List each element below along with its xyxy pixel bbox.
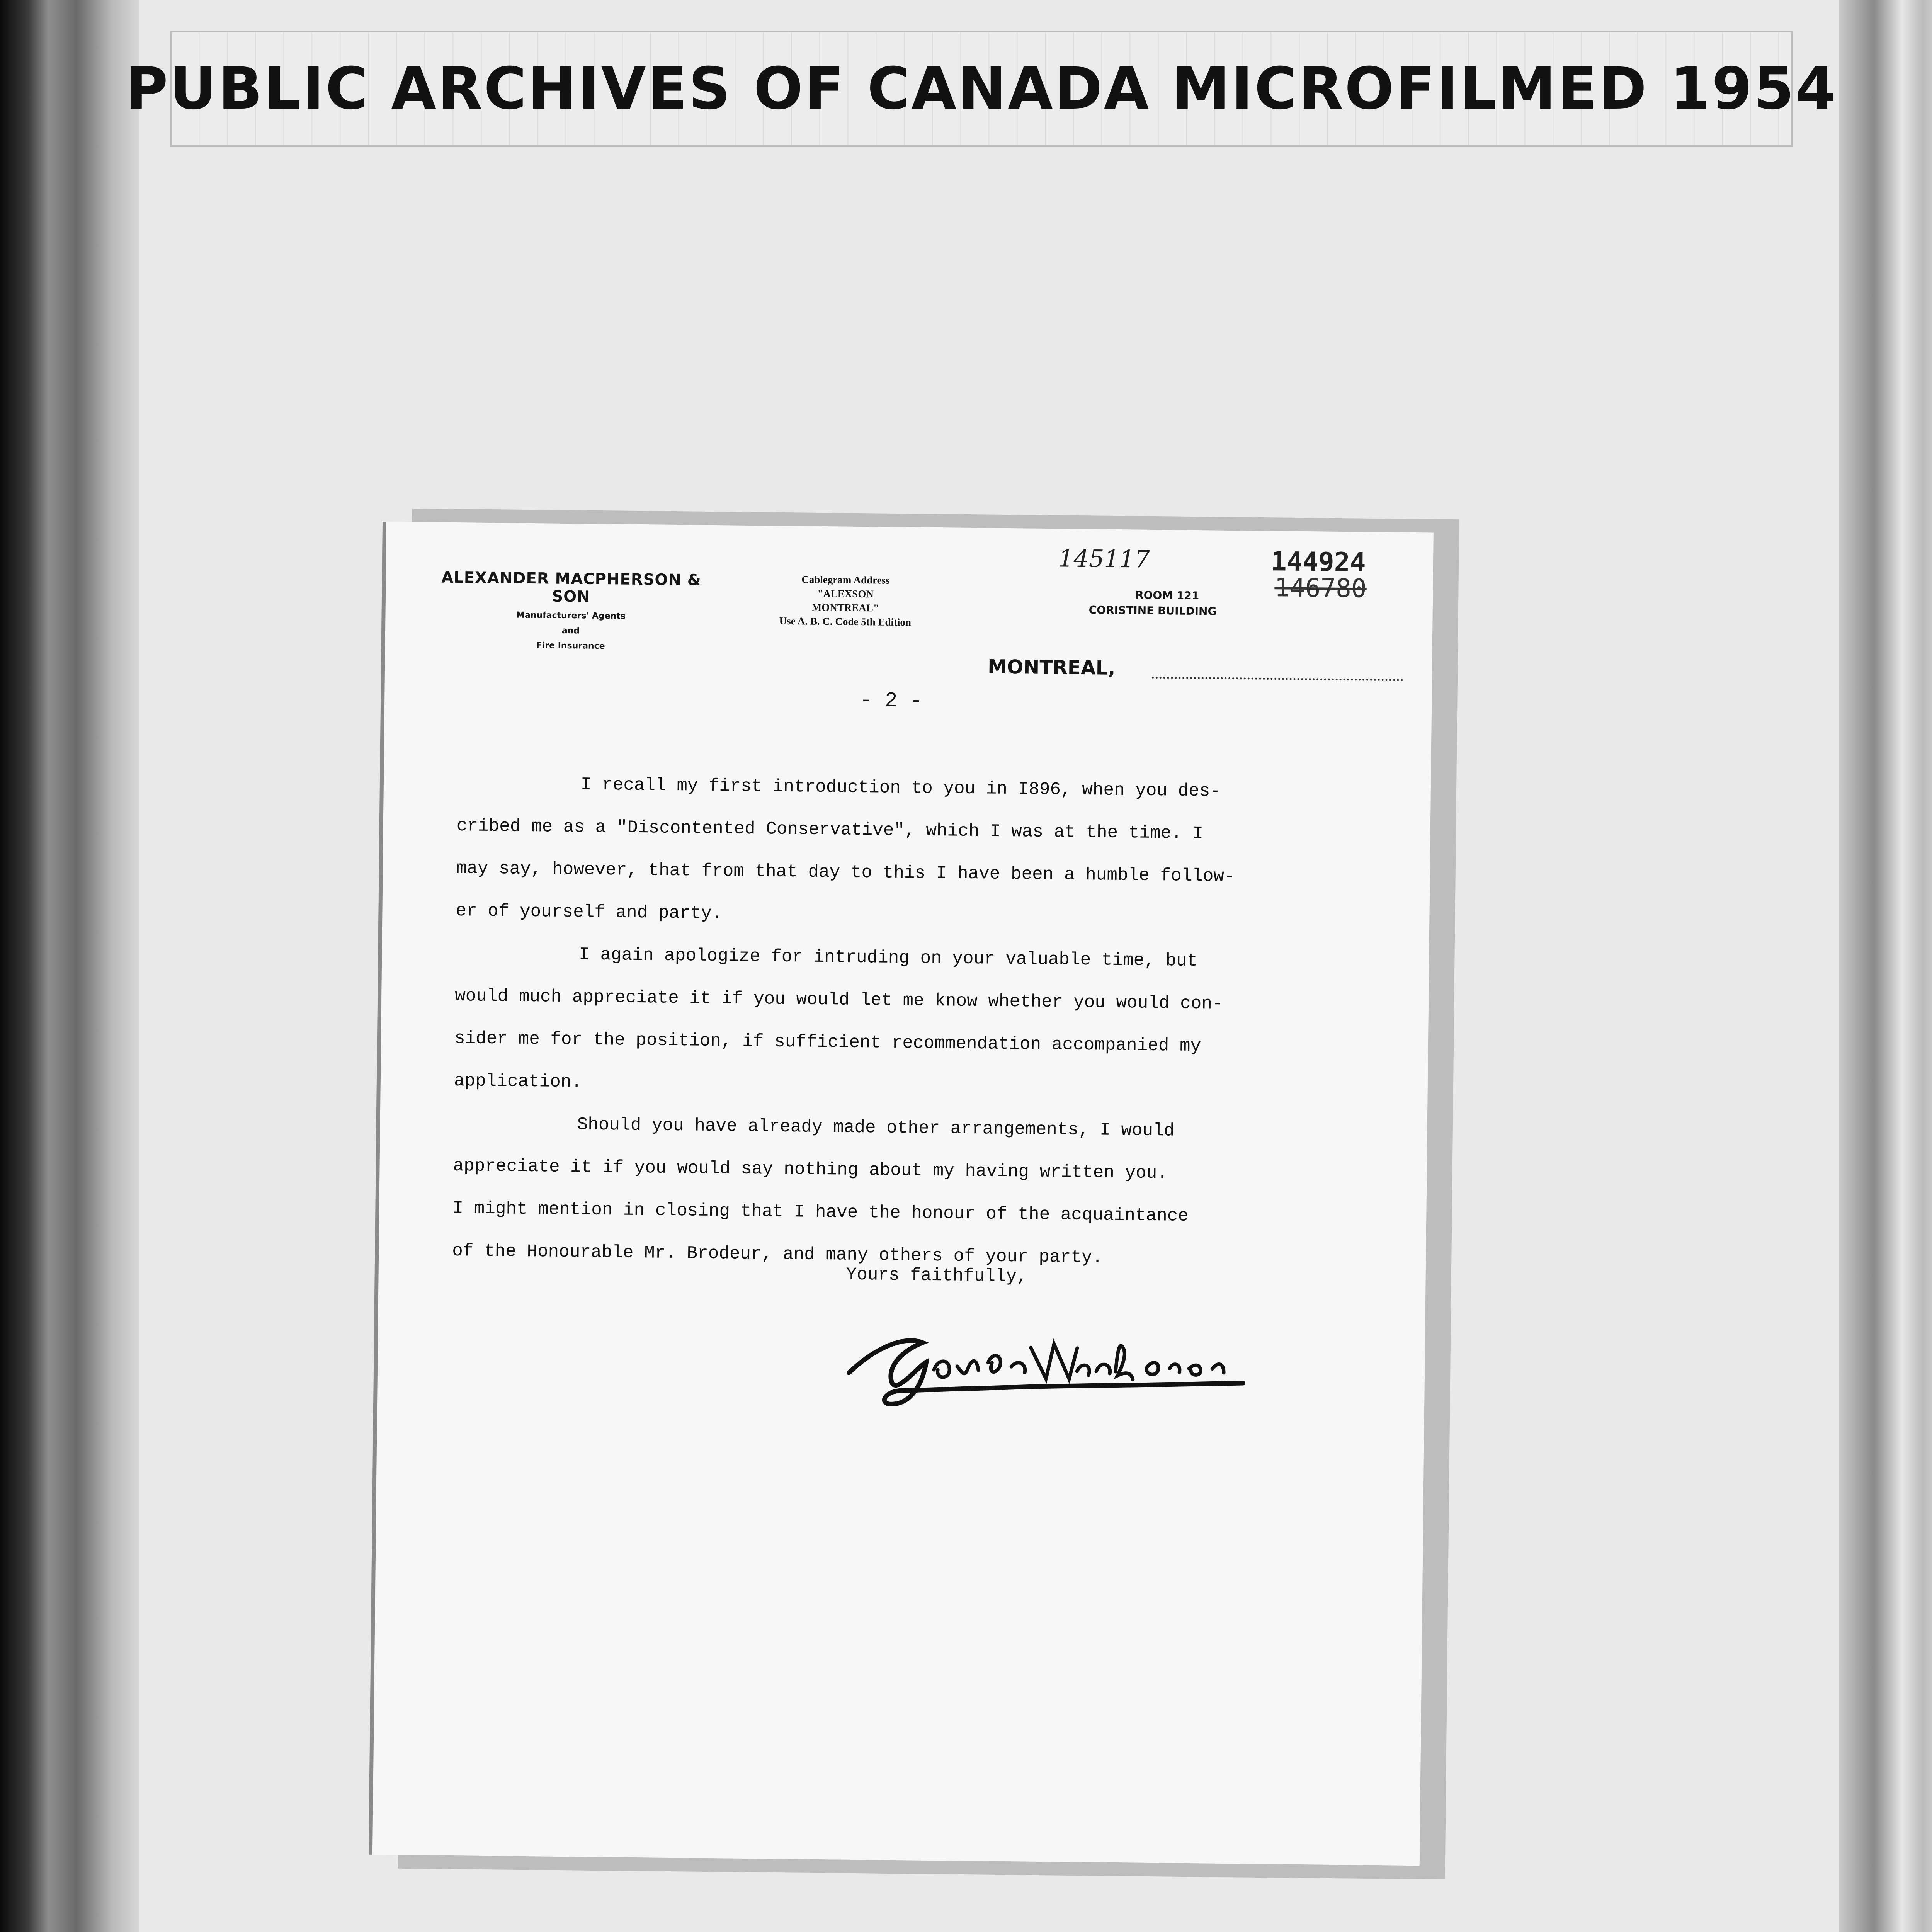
- room-number: ROOM 121: [1135, 588, 1199, 602]
- film-edge-left: [0, 0, 139, 1932]
- body-line: application.: [454, 1071, 582, 1092]
- company-line-1: Manufacturers' Agents: [516, 610, 626, 621]
- closing: Yours faithfully,: [846, 1264, 1028, 1287]
- body-line: appreciate it if you would say nothing about my having written you.: [453, 1156, 1168, 1184]
- stamped-number: 144924: [1270, 546, 1366, 578]
- letter-body: [452, 762, 1369, 1282]
- cable-line-3: MONTREAL": [811, 601, 879, 614]
- city-line: MONTREAL,: [987, 655, 1116, 679]
- signature: [825, 1307, 1271, 1412]
- cable-line-4: Use A. B. C. Code 5th Edition: [779, 615, 912, 628]
- letterhead-cable: [725, 571, 965, 629]
- cable-line-1: Cablegram Address: [801, 573, 890, 586]
- cable-line-2: "ALEXSON: [817, 587, 874, 600]
- company-name: ALEXANDER MACPHERSON & SON: [441, 568, 701, 606]
- letterhead-company: [424, 568, 718, 652]
- building-name: CORISTINE BUILDING: [1088, 604, 1217, 618]
- archive-banner-top: [125, 31, 1838, 147]
- body-line: cribed me as a "Discontented Conservative", which I was at the time. I: [456, 816, 1204, 844]
- company-line-3: Fire Insurance: [536, 641, 605, 651]
- body-line: I recall my first introduction to you in I896, when you des-: [580, 774, 1221, 801]
- body-line: would much appreciate it if you would let me know whether you would con-: [454, 986, 1223, 1014]
- body-line: er of yourself and party.: [456, 901, 723, 924]
- struck-number: 146780: [1274, 573, 1367, 604]
- body-line: Should you have already made other arrangements, I would: [577, 1114, 1175, 1141]
- body-line: may say, however, that from that day to this I have been a humble follow-: [456, 858, 1235, 887]
- handwritten-number: 145117: [1058, 544, 1150, 573]
- film-edge-right: [1839, 0, 1932, 1932]
- body-line: of the Honourable Mr. Brodeur, and many others of your party.: [452, 1240, 1103, 1268]
- body-line: sider me for the position, if sufficient recommendation accompanied my: [454, 1028, 1201, 1056]
- date-dotted-line: [1152, 677, 1403, 681]
- company-line-2: and: [561, 626, 580, 636]
- archive-banner-top-text: PUBLIC ARCHIVES OF CANADA MICROFILMED 1954: [125, 55, 1838, 122]
- letter-sheet: [369, 522, 1434, 1866]
- body-line: I might mention in closing that I have the honour of the acquaintance: [452, 1198, 1189, 1226]
- body-line: I again apologize for intruding on your valuable time, but: [579, 944, 1198, 971]
- letterhead-address: [1088, 587, 1305, 620]
- page-number: - 2 -: [859, 689, 923, 713]
